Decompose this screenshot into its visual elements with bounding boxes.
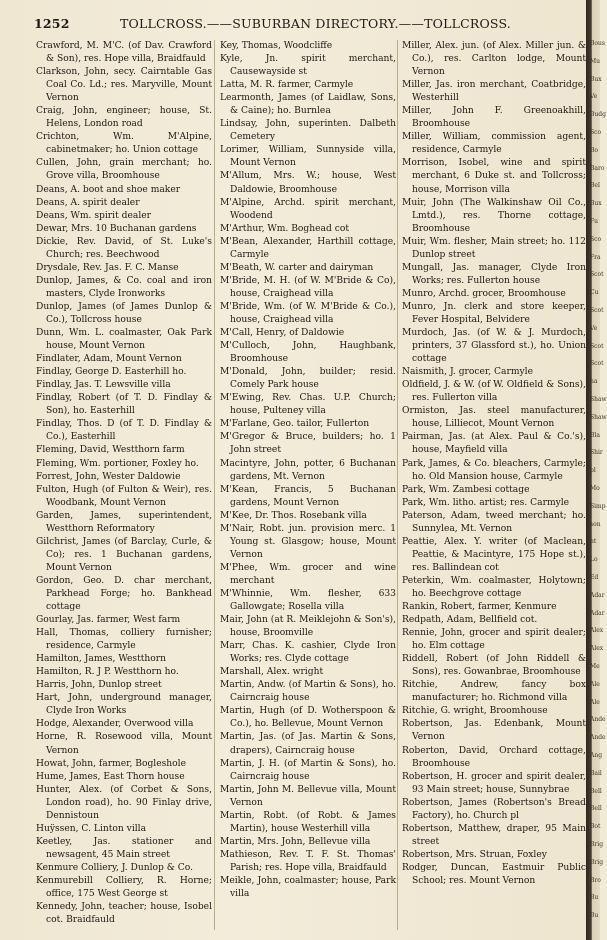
directory-entry: Peterkin, Wm. coalmaster, Holytown; ho. Beechgrove cottage — [402, 575, 586, 599]
edge-text-fragment: Bo — [590, 146, 599, 154]
directory-entry: M'Whinnie, Wm. flesher, 633 Gallowgate; Rosella villa — [220, 588, 396, 613]
directory-entry: Hart, John, underground manager, Clyde Iron Works — [36, 693, 212, 717]
edge-text-fragment: Alex — [590, 627, 604, 635]
directory-entry: M'Beath, W. carter and dairyman — [220, 262, 374, 273]
directory-entry: M'Phee, Wm. grocer and wine merchant — [220, 562, 396, 586]
directory-entry: Fulton, Hugh (of Fulton & Weir), res. Woodbank, Mount Vernon — [36, 484, 212, 508]
directory-entry: Gourlay, Jas. farmer, West farm — [36, 615, 181, 626]
directory-entry: M'Alpine, Archd. spirit merchant, Woodend — [220, 197, 396, 221]
edge-text-fragment: Bux — [590, 200, 602, 208]
directory-entry: Park, James, & Co. bleachers, Carmyle; ho. Old Mansion house, Carmyle — [402, 458, 586, 482]
directory-entry: Ritchie, G. wright, Broomhouse — [402, 706, 548, 717]
directory-entry: Murdoch, Jas. (of W. & J. Murdoch, printers, 37 Glassford st.), ho. Union cottage — [402, 328, 586, 365]
edge-text-fragment: Ale — [590, 698, 600, 706]
directory-entry: M'Allum, Mrs. W.; house, West Daldowie, Broomhouse — [220, 171, 396, 195]
directory-entry: Marshall, Alex. wright — [220, 667, 324, 678]
edge-text-fragment: Bell — [590, 787, 602, 795]
directory-entry: Garden, James, superintendent, Westthorn Reformatory — [36, 510, 212, 534]
edge-text-fragment: Bu — [590, 894, 599, 902]
directory-entry: Clarkson, John, secy. Cairntable Gas Coal Co. Ld.; res. Maryville, Mount Vernon — [36, 67, 212, 104]
directory-entry: Muir, John (The Walkinshaw Oil Co., Lmtd.), res. Thorne cottage, Broomhouse — [402, 197, 586, 234]
edge-text-fragment: Mo — [590, 485, 600, 492]
directory-entry: Dunlop, James (of James Dunlop & Co.), Tollcross house — [36, 301, 212, 325]
directory-entry: Keetley, Jas. stationer and newsagent, 45 Main street — [36, 836, 212, 860]
directory-entry: Marr, Chas. K. cashier, Clyde Iron Works; res. Clyde cottage — [220, 641, 396, 665]
edge-text-fragment: Lo — [590, 556, 598, 564]
directory-entry: Dunlop, James, & Co. coal and iron masters, Clyde Ironworks — [36, 275, 212, 299]
directory-entry: Martin, Andw. (of Martin & Sons), ho. Cairncraig house — [220, 680, 396, 704]
directory-entry: Meikle, John, coalmaster; house, Park villa — [220, 876, 396, 900]
directory-entry: Martin, Hugh (of D. Wotherspoon & Co.), ho. Bellevue, Mount Vernon — [220, 706, 396, 730]
directory-entry: M'Bean, Alexander, Harthill cottage, Carmyle — [220, 236, 396, 260]
directory-entry: Kennedy, John, teacher; house, Isobel cot. Braidfauld — [36, 902, 212, 926]
directory-entry: M'Culloch, John, Haughbank, Broomhouse — [220, 341, 396, 365]
directory-entry: M'Bride, Wm. (of W. M'Bride & Co.), house, Craighead villa — [220, 301, 396, 325]
edge-text-fragment: Brig — [590, 858, 604, 866]
directory-entry: M'Nair, Robt. jun. provision merc. 1 Young st. Glasgow; house, Mount Vernon — [220, 523, 396, 560]
edge-text-fragment: ha — [590, 378, 598, 386]
directory-entry: Hamilton, James, Westthorn — [36, 654, 167, 665]
directory-entry: Hume, James, East Thorn house — [36, 771, 185, 782]
edge-text-fragment: Shaw — [590, 396, 607, 403]
directory-entry: Pairman, Jas. (at Alex. Paul & Co.'s), house, Mayfield villa — [402, 432, 586, 456]
directory-entry: Kyle, Jn. spirit merchant, Causewayside st — [220, 54, 396, 78]
directory-entry: Deans, A. boot and shoe maker — [36, 184, 181, 195]
edge-text-fragment: Ale — [590, 680, 600, 688]
edge-text-fragment: Scot — [590, 342, 604, 350]
directory-entry: Hamilton, R. J P. Westthorn ho. — [36, 667, 179, 678]
directory-entry: Robertson, Mrs. Struan, Foxley — [402, 849, 547, 860]
directory-entry: Kenmure Colliery, J. Dunlop & Co. — [36, 862, 193, 873]
directory-entry: Horne, R. Rosewood villa, Mount Vernon — [36, 732, 212, 756]
directory-entry: Munro, Archd. grocer, Broomhouse — [402, 288, 566, 299]
directory-entry: Latta, M. R. farmer, Carmyle — [220, 80, 354, 91]
edge-text-fragment: Budg — [590, 111, 606, 119]
directory-entry: Fleming, David, Westthorn farm — [36, 445, 185, 456]
directory-entry: Paterson, Adam, tweed merchant; ho. Sunnylea, Mt. Vernon — [402, 510, 586, 534]
directory-entry: Findlay, Jas. T. Lewsville villa — [36, 380, 171, 391]
edge-text-fragment: Me — [590, 663, 600, 670]
directory-entry: Fleming, Wm. portioner, Foxley ho. — [36, 458, 199, 469]
edge-text-fragment: Sco — [590, 129, 602, 136]
directory-entry: Findlay, Thos. D (of T. D. Findlay & Co.), Easterhill — [36, 419, 212, 443]
edge-text-fragment: Bro — [590, 876, 601, 884]
page-number: 1252 — [34, 16, 70, 31]
directory-entry: Crichton, Wm. M'Alpine, cabinetmaker; ho. Union cottage — [36, 132, 212, 156]
directory-entry: Hodge, Alexander, Overwood villa — [36, 719, 194, 730]
directory-entry: M'Donald, John, builder; resid. Comely Park house — [220, 367, 396, 391]
directory-entry: Robertson, Jas. Edenbank, Mount Vernon — [402, 719, 586, 743]
directory-entry: Deans, A. spirit dealer — [36, 197, 140, 208]
edge-text-fragment: Ande — [590, 716, 606, 724]
directory-entry: Rennie, John, grocer and spirit dealer; ho. Elm cottage — [402, 628, 586, 652]
directory-entry: Redpath, Adam, Bellfield cot. — [402, 615, 538, 626]
directory-entry: Riddell, Robert (of John Riddell & Sons), res. Gowanbrae, Broomhouse — [402, 654, 586, 678]
edge-text-fragment: Shaw — [590, 413, 607, 421]
directory-entry: Huÿssen, C. Linton villa — [36, 823, 147, 834]
directory-entry: Macintyre, John, potter, 6 Buchanan gardens, Mt. Vernon — [220, 458, 396, 482]
directory-entry: Martin, J. H. (of Martin & Sons), ho. Cairncraig house — [220, 758, 396, 782]
directory-entry: Martin, Mrs. John, Bellevue villa — [220, 836, 371, 847]
directory-entry: Craig, John, engineer; house, St. Helens, London road — [36, 106, 212, 130]
directory-entry: Cullen, John, grain merchant; ho. Grove villa, Broomhouse — [36, 158, 212, 182]
edge-text-fragment: Bous — [590, 40, 605, 47]
directory-entry: Dickie, Rev. David, of St. Luke's Church; res. Beechwood — [36, 236, 212, 260]
directory-entry: Naismith, J. grocer, Carmyle — [402, 367, 533, 378]
directory-entry: Mathieson, Rev. T. F. St. Thomas' Parish; res. Hope villa, Braidfauld — [220, 849, 396, 873]
directory-entry: Dewar, Mrs. 10 Buchanan gardens — [36, 223, 197, 234]
directory-entry: Hunter, Alex. (of Corbet & Sons, London road), ho. 90 Finlay drive, Dennistoun — [36, 784, 212, 821]
edge-text-fragment: Sco — [590, 235, 602, 243]
directory-entry: Mair, John (at R. Meiklejohn & Son's), house, Broomville — [220, 615, 396, 639]
directory-column-2 — [220, 40, 396, 901]
directory-entry: Forrest, John, Wester Daldowie — [36, 471, 181, 482]
edge-text-fragment: Adar — [590, 609, 605, 617]
directory-entry: Kenmurebill Colliery, R. Horne; office, 175 West George st — [36, 876, 212, 900]
directory-entry: Munro, Jn. clerk and store keeper, Fever Hospital, Belvidere — [402, 301, 586, 325]
edge-text-fragment: Alex — [590, 645, 604, 653]
directory-entry: Muir, Wm. flesher, Main street; ho. 112 Dunlop street — [402, 236, 586, 260]
edge-text-fragment: Fra — [590, 253, 601, 261]
directory-entry: Robertson, James (Robertson's Bread Factory), ho. Church pl — [402, 797, 586, 821]
edge-text-fragment: Bell — [590, 805, 602, 813]
directory-entry: Findlay, Robert (of T. D. Findlay & Son), ho. Easterhill — [36, 393, 212, 417]
edge-text-fragment: Scot — [590, 307, 604, 314]
directory-entry: Findlay, George D. Easterhill ho. — [36, 367, 187, 378]
directory-entry: M'Arthur, Wm. Boghead cot — [220, 223, 349, 234]
edge-text-fragment: Fu — [590, 218, 599, 225]
directory-entry: Ritchie, Andrew, fancy box manufacturer; ho. Richmond villa — [402, 680, 586, 704]
edge-text-fragment: Ve — [590, 93, 598, 101]
edge-text-fragment: Bot — [590, 823, 601, 831]
directory-column-1 — [36, 40, 212, 927]
edge-text-fragment: Scot — [590, 360, 604, 368]
edge-text-fragment: Ande — [590, 734, 606, 742]
directory-entry: Hall, Thomas, colliery furnisher; residence, Carmyle — [36, 628, 212, 652]
directory-entry: Crawford, M. M'C. (of Dav. Crawford & Son), res. Hope villa, Braidfauld — [36, 41, 212, 65]
running-title: TOLLCROSS.——SUBURBAN DIRECTORY.——TOLLCROSS. — [120, 16, 511, 31]
directory-entry: Ormiston, Jas. steel manufacturer, house, Lilliecot, Mount Vernon — [402, 406, 586, 430]
directory-entry: M'Kee, Dr. Thos. Rosebank villa — [220, 510, 367, 521]
directory-entry: Key, Thomas, Woodcliffe — [220, 41, 333, 51]
directory-entry: Park, Wm. litho. artist; res. Carmyle — [402, 497, 570, 508]
directory-entry: M'Ewing, Rev. Chas. U.P. Church; house, Pulteney villa — [220, 393, 396, 417]
edge-text-fragment: Shir — [590, 449, 603, 457]
directory-entry: Rodger, Duncan, Eastmuir Public School; res. Mount Vernon — [402, 862, 586, 886]
edge-text-fragment: Brig — [590, 841, 604, 848]
directory-entry: Park, Wm. Zambesi cottage — [402, 484, 530, 495]
edge-text-fragment: nt — [590, 538, 597, 546]
edge-text-fragment: Bail — [590, 769, 602, 777]
edge-text-fragment: Adar — [590, 591, 605, 599]
directory-entry: M'Farlane, Geo. tailor, Fullerton — [220, 419, 370, 430]
directory-entry: Martin, John M. Bellevue villa, Mount Vernon — [220, 784, 396, 808]
edge-text-fragment: Cu — [590, 289, 599, 297]
column-divider — [397, 40, 398, 930]
edge-text-fragment: Simp — [590, 502, 606, 510]
edge-text-fragment: Baro — [590, 164, 605, 172]
directory-entry: M'Kean, Francis, 5 Buchanan gardens, Mount Vernon — [220, 484, 396, 508]
directory-entry: Harris, John, Dunlop street — [36, 680, 162, 691]
directory-entry: Miller, William, commission agent, residence, Carmyle — [402, 132, 586, 156]
directory-entry: Howat, John, farmer, Bogleshole — [36, 758, 186, 769]
edge-text-fragment: Mu — [590, 57, 601, 65]
edge-text-fragment: Bux — [590, 75, 602, 83]
directory-entry: Lindsay, John, superinten. Dalbeth Cemetery — [220, 119, 396, 143]
directory-column-3 — [402, 40, 586, 888]
directory-entry: Lorimer, William, Sunnyside villa, Mount Vernon — [220, 145, 396, 169]
directory-entry: Peattie, Alex. Y. writer (of Maclean, Peattie, & Macintyre, 175 Hope st.), res. Ballindean cot — [402, 536, 586, 573]
directory-entry: Miller, John F. Greenoakhill, Broomhouse — [402, 106, 586, 130]
directory-entry: Deans, Wm. spirit dealer — [36, 210, 152, 221]
edge-text-fragment: Ed — [590, 574, 599, 581]
directory-entry: Miller, Alex. jun. (of Alex. Miller jun. & Co.), res. Carlton lodge, Mount Vernon — [402, 41, 586, 78]
column-divider — [214, 40, 215, 930]
edge-text-fragment: Ve — [590, 324, 598, 332]
directory-entry: Oldfield, J. & W. (of W. Oldfield & Sons), res. Fullerton villa — [402, 380, 586, 404]
directory-entry: Dunn, Wm. L. coalmaster, Oak Park house, Mount Vernon — [36, 328, 212, 352]
directory-entry: Rankin, Robert, farmer, Kenmure — [402, 602, 557, 613]
directory-entry: Robertson, H. grocer and spirit dealer, 93 Main street; house, Sunnybrae — [402, 771, 586, 795]
directory-entry: Mungall, Jas. manager, Clyde Iron Works; res. Fullerton house — [402, 262, 586, 286]
directory-entry: Robertson, Matthew, draper, 95 Main street — [402, 823, 586, 847]
adjacent-page-edge — [586, 0, 607, 940]
edge-text-fragment: son — [590, 520, 601, 528]
directory-entry: Gilchrist, James (of Barclay, Curle, & Co); res. 1 Buchanan gardens, Mount Vernon — [36, 536, 212, 573]
directory-entry: Drysdale, Rev. Jas. F. C. Manse — [36, 262, 179, 273]
directory-entry: M'Call, Henry, of Daldowie — [220, 328, 345, 339]
directory-entry: Miller, Jas. iron merchant, Coatbridge, Westerhill — [402, 80, 586, 104]
directory-entry: M'Bride, M. H. (of W. M'Bride & Co), house, Craighead villa — [220, 275, 396, 299]
page-header — [34, 14, 582, 36]
directory-entry: M'Gregor & Bruce, builders; ho. 1 John street — [220, 432, 396, 456]
edge-text-fragment: Bla — [590, 431, 600, 439]
directory-entry: Learmonth, James (of Laidlaw, Sons, & Caine); ho. Burnlea — [220, 93, 396, 117]
edge-text-fragment: Scot — [590, 271, 604, 279]
edge-text-fragment: pl — [590, 467, 596, 475]
edge-text-fragment: Bel — [590, 182, 600, 190]
directory-entry: Martin, Robt. (of Robt. & James Martin), house Westerhill villa — [220, 810, 396, 834]
directory-entry: Morrison, Isobel, wine and spirit merchant, 6 Duke st. and Tollcross; house, Morrison villa — [402, 158, 586, 195]
edge-text-fragment: Bu — [590, 912, 599, 920]
directory-entry: Gordon, Geo. D. char merchant, Parkhead Forge; ho. Bankhead cottage — [36, 575, 212, 613]
edge-text-fragment: Ang — [590, 752, 603, 759]
directory-entry: Roberton, David, Orchard cottage, Broomhouse — [402, 745, 586, 769]
directory-entry: Martin, Jas. (of Jas. Martin & Sons, drapers), Cairncraig house — [220, 732, 396, 756]
directory-entry: Findlater, Adam, Mount Vernon — [36, 354, 182, 365]
